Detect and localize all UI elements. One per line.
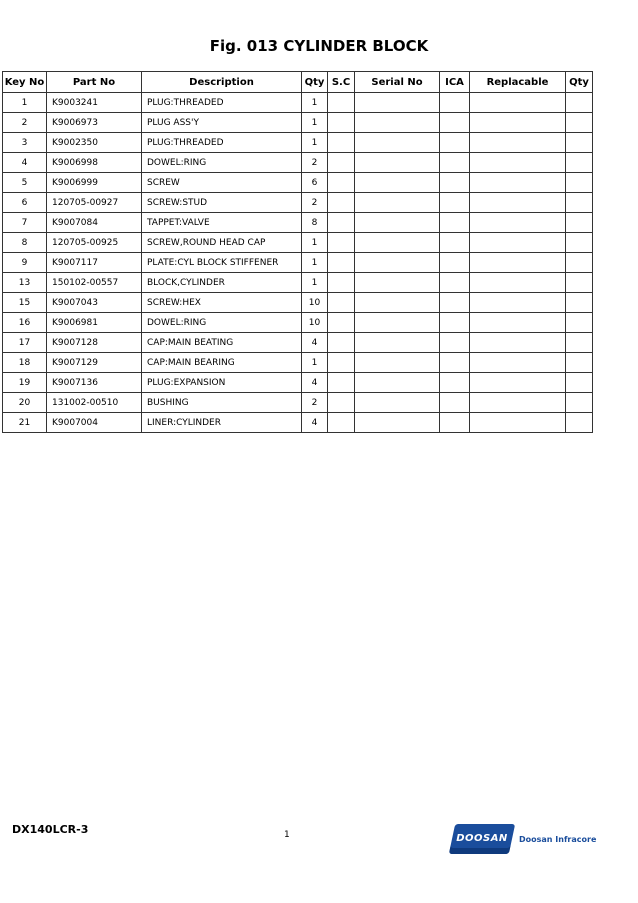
cell-key-no: 16	[3, 313, 47, 333]
cell-description: LINER:CYLINDER	[142, 413, 302, 433]
cell-replacable	[470, 133, 566, 153]
cell-qty: 6	[302, 173, 328, 193]
cell-ica	[440, 313, 470, 333]
cell-serial-no	[355, 153, 440, 173]
header-qty: Qty	[302, 72, 328, 93]
cell-ica	[440, 193, 470, 213]
table-row	[3, 233, 593, 253]
cell-key-no: 19	[3, 373, 47, 393]
cell-qty-2	[566, 393, 593, 413]
cell-replacable	[470, 373, 566, 393]
cell-qty-2	[566, 373, 593, 393]
cell-description: PLUG ASS'Y	[142, 113, 302, 133]
cell-qty-2	[566, 293, 593, 313]
cell-description: BLOCK,CYLINDER	[142, 273, 302, 293]
cell-qty: 1	[302, 113, 328, 133]
table-row	[3, 113, 593, 133]
cell-ica	[440, 173, 470, 193]
cell-replacable	[470, 393, 566, 413]
cell-qty: 8	[302, 213, 328, 233]
cell-serial-no	[355, 373, 440, 393]
cell-qty: 10	[302, 313, 328, 333]
table-row	[3, 193, 593, 213]
cell-replacable	[470, 113, 566, 133]
cell-qty-2	[566, 253, 593, 273]
cell-description: PLUG:THREADED	[142, 93, 302, 113]
cell-part-no: 120705-00925	[47, 233, 142, 253]
cell-replacable	[470, 173, 566, 193]
cell-key-no: 13	[3, 273, 47, 293]
cell-qty-2	[566, 213, 593, 233]
cell-description: BUSHING	[142, 393, 302, 413]
table-row	[3, 213, 593, 233]
cell-description: PLUG:THREADED	[142, 133, 302, 153]
cell-sc	[328, 353, 355, 373]
cell-sc	[328, 93, 355, 113]
cell-qty: 1	[302, 353, 328, 373]
cell-qty: 10	[302, 293, 328, 313]
cell-description: SCREW	[142, 173, 302, 193]
cell-part-no: K9007043	[47, 293, 142, 313]
cell-sc	[328, 213, 355, 233]
table-row	[3, 313, 593, 333]
cell-qty: 4	[302, 413, 328, 433]
cell-ica	[440, 233, 470, 253]
cell-key-no: 21	[3, 413, 47, 433]
cell-qty: 2	[302, 193, 328, 213]
cell-description: TAPPET:VALVE	[142, 213, 302, 233]
table-header-row	[3, 72, 593, 93]
header-key-no: Key No	[3, 72, 47, 93]
table-row	[3, 253, 593, 273]
header-qty-2: Qty	[566, 72, 593, 93]
cell-sc	[328, 393, 355, 413]
cell-key-no: 7	[3, 213, 47, 233]
cell-key-no: 3	[3, 133, 47, 153]
cell-description: SCREW:HEX	[142, 293, 302, 313]
cell-serial-no	[355, 393, 440, 413]
cell-part-no: K9006973	[47, 113, 142, 133]
cell-qty-2	[566, 173, 593, 193]
cell-qty: 1	[302, 93, 328, 113]
cell-ica	[440, 133, 470, 153]
cell-sc	[328, 253, 355, 273]
cell-description: DOWEL:RING	[142, 313, 302, 333]
cell-part-no: K9007129	[47, 353, 142, 373]
table-row	[3, 273, 593, 293]
cell-sc	[328, 333, 355, 353]
cell-sc	[328, 413, 355, 433]
cell-key-no: 9	[3, 253, 47, 273]
cell-sc	[328, 273, 355, 293]
table-row	[3, 153, 593, 173]
table-row	[3, 93, 593, 113]
cell-key-no: 5	[3, 173, 47, 193]
page-title: Fig. 013 CYLINDER BLOCK	[209, 37, 429, 55]
header-description: Description	[142, 72, 302, 93]
table-row	[3, 133, 593, 153]
cell-qty: 1	[302, 133, 328, 153]
cell-replacable	[470, 233, 566, 253]
cell-serial-no	[355, 193, 440, 213]
cell-serial-no	[355, 93, 440, 113]
cell-ica	[440, 213, 470, 233]
cell-ica	[440, 413, 470, 433]
table-row	[3, 293, 593, 313]
page-number: 1	[284, 830, 290, 840]
cell-serial-no	[355, 213, 440, 233]
cell-serial-no	[355, 113, 440, 133]
cell-serial-no	[355, 133, 440, 153]
table-body	[3, 93, 593, 433]
cell-qty-2	[566, 113, 593, 133]
cell-qty: 4	[302, 373, 328, 393]
cell-key-no: 15	[3, 293, 47, 313]
table-row	[3, 373, 593, 393]
cell-qty-2	[566, 93, 593, 113]
cell-replacable	[470, 213, 566, 233]
header-serial-no: Serial No	[355, 72, 440, 93]
cell-key-no: 6	[3, 193, 47, 213]
cell-qty: 1	[302, 273, 328, 293]
cell-part-no: K9006981	[47, 313, 142, 333]
cell-part-no: K9003241	[47, 93, 142, 113]
cell-serial-no	[355, 173, 440, 193]
cell-key-no: 8	[3, 233, 47, 253]
cell-sc	[328, 193, 355, 213]
cell-qty: 4	[302, 333, 328, 353]
cell-replacable	[470, 253, 566, 273]
cell-replacable	[470, 273, 566, 293]
cell-sc	[328, 113, 355, 133]
cell-ica	[440, 253, 470, 273]
cell-part-no: 131002-00510	[47, 393, 142, 413]
cell-replacable	[470, 353, 566, 373]
cell-part-no: K9006998	[47, 153, 142, 173]
cell-serial-no	[355, 353, 440, 373]
cell-replacable	[470, 293, 566, 313]
cell-ica	[440, 273, 470, 293]
cell-part-no: 120705-00927	[47, 193, 142, 213]
cell-description: CAP:MAIN BEATING	[142, 333, 302, 353]
cell-description: CAP:MAIN BEARING	[142, 353, 302, 373]
cell-serial-no	[355, 233, 440, 253]
cell-part-no: K9006999	[47, 173, 142, 193]
cell-key-no: 4	[3, 153, 47, 173]
cell-qty-2	[566, 153, 593, 173]
cell-serial-no	[355, 333, 440, 353]
header-sc: S.C	[328, 72, 355, 93]
cell-part-no: K9007128	[47, 333, 142, 353]
cell-qty: 1	[302, 253, 328, 273]
table-row	[3, 333, 593, 353]
cell-serial-no	[355, 293, 440, 313]
cell-part-no: K9007084	[47, 213, 142, 233]
cell-sc	[328, 233, 355, 253]
cell-ica	[440, 333, 470, 353]
cell-replacable	[470, 413, 566, 433]
cell-replacable	[470, 333, 566, 353]
cell-serial-no	[355, 253, 440, 273]
cell-description: DOWEL:RING	[142, 153, 302, 173]
cell-ica	[440, 293, 470, 313]
cell-sc	[328, 373, 355, 393]
cell-replacable	[470, 313, 566, 333]
header-part-no: Part No	[47, 72, 142, 93]
cell-part-no: 150102-00557	[47, 273, 142, 293]
cell-serial-no	[355, 273, 440, 293]
cell-sc	[328, 153, 355, 173]
cell-description: SCREW,ROUND HEAD CAP	[142, 233, 302, 253]
table-row	[3, 353, 593, 373]
cell-key-no: 17	[3, 333, 47, 353]
cell-qty-2	[566, 313, 593, 333]
cell-description: PLATE:CYL BLOCK STIFFENER	[142, 253, 302, 273]
header-ica: ICA	[440, 72, 470, 93]
header-replacable: Replacable	[470, 72, 566, 93]
cell-sc	[328, 173, 355, 193]
cell-ica	[440, 153, 470, 173]
cell-sc	[328, 313, 355, 333]
cell-qty: 1	[302, 233, 328, 253]
cell-qty-2	[566, 413, 593, 433]
cell-serial-no	[355, 313, 440, 333]
cell-qty-2	[566, 333, 593, 353]
cell-qty-2	[566, 353, 593, 373]
cell-key-no: 18	[3, 353, 47, 373]
cell-qty-2	[566, 133, 593, 153]
cell-part-no: K9007117	[47, 253, 142, 273]
cell-key-no: 1	[3, 93, 47, 113]
cell-qty: 2	[302, 153, 328, 173]
cell-replacable	[470, 153, 566, 173]
doosan-logo-mark	[449, 824, 515, 854]
model-number: DX140LCR-3	[12, 823, 89, 836]
cell-part-no: K9007136	[47, 373, 142, 393]
cell-description: PLUG:EXPANSION	[142, 373, 302, 393]
table-row	[3, 393, 593, 413]
cell-ica	[440, 93, 470, 113]
parts-table	[2, 71, 593, 433]
cell-ica	[440, 393, 470, 413]
cell-key-no: 20	[3, 393, 47, 413]
table-row	[3, 413, 593, 433]
cell-ica	[440, 353, 470, 373]
cell-qty: 2	[302, 393, 328, 413]
cell-description: SCREW:STUD	[142, 193, 302, 213]
cell-key-no: 2	[3, 113, 47, 133]
table-row	[3, 173, 593, 193]
cell-replacable	[470, 193, 566, 213]
logo-company-name: Doosan Infracore	[519, 835, 597, 844]
cell-qty-2	[566, 233, 593, 253]
cell-part-no: K9007004	[47, 413, 142, 433]
cell-sc	[328, 293, 355, 313]
logo-mark-text: DOOSAN	[456, 833, 508, 844]
doosan-logo	[452, 824, 597, 856]
cell-sc	[328, 133, 355, 153]
cell-part-no: K9002350	[47, 133, 142, 153]
cell-replacable	[470, 93, 566, 113]
cell-ica	[440, 373, 470, 393]
cell-qty-2	[566, 273, 593, 293]
cell-serial-no	[355, 413, 440, 433]
cell-qty-2	[566, 193, 593, 213]
cell-ica	[440, 113, 470, 133]
